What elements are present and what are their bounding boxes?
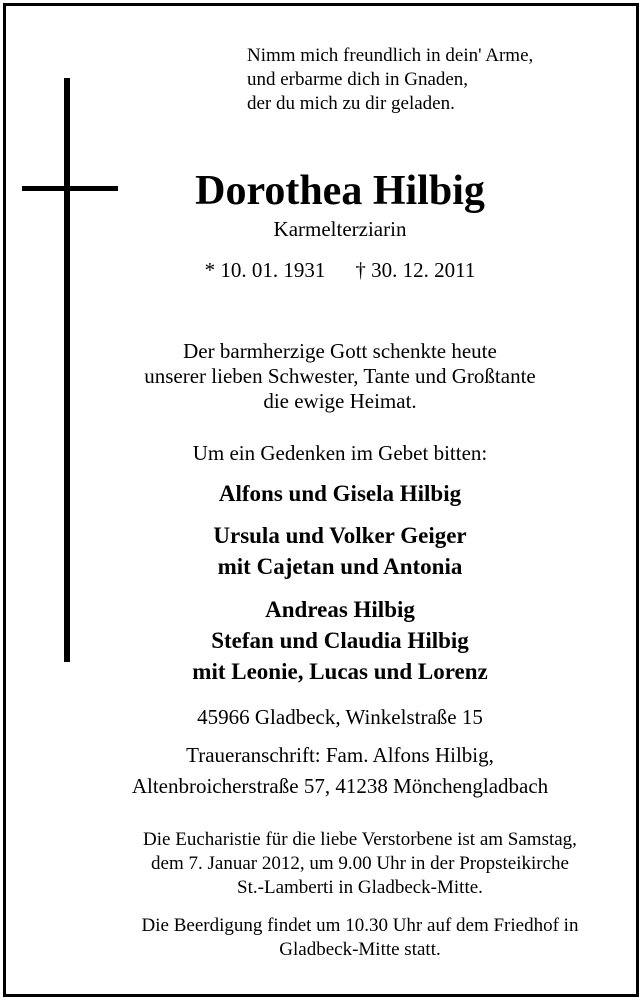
burial-info xyxy=(0,914,642,962)
eucharist-line: Die Eucharistie für die liebe Verstorbene ist am Samstag, xyxy=(143,829,577,850)
burial-line: Die Beerdigung findet um 10.30 Uhr auf dem Friedhof in xyxy=(141,915,579,936)
family-line: Alfons und Gisela Hilbig xyxy=(218,481,462,506)
family-line: Stefan und Claudia Hilbig xyxy=(211,628,469,653)
deceased-name: Dorothea Hilbig xyxy=(195,168,485,214)
verse-line: Nimm mich freundlich in dein' Arme, xyxy=(247,45,534,66)
family-line: Ursula und Volker Geiger xyxy=(213,523,467,548)
burial-line: Gladbeck-Mitte statt. xyxy=(279,939,441,960)
mourning-address xyxy=(0,740,642,802)
message-line: Der barmherzige Gott schenkte heute xyxy=(183,339,497,363)
message-line: unserer lieben Schwester, Tante und Großtante xyxy=(144,364,536,388)
residence-address: 45966 Gladbeck, Winkelstraße 15 xyxy=(197,705,483,729)
eucharist-line: dem 7. Januar 2012, um 9.00 Uhr in der Propsteikirche xyxy=(151,853,569,874)
announcement-message xyxy=(0,339,642,414)
eucharist-line: St.-Lamberti in Gladbeck-Mitte. xyxy=(237,877,483,898)
death-date: † 30. 12. 2011 xyxy=(355,258,476,282)
family-line: mit Leonie, Lucas und Lorenz xyxy=(192,659,488,684)
verse xyxy=(247,44,533,116)
verse-line: und erbarme dich in Gnaden, xyxy=(247,69,469,90)
mourning-address-line: Altenbroicherstraße 57, 41238 Mönchengladbach xyxy=(131,774,549,798)
life-dates xyxy=(0,257,642,283)
prayer-request: Um ein Gedenken im Gebet bitten: xyxy=(192,441,488,465)
eucharist-info xyxy=(0,828,642,900)
mourning-address-line: Traueranschrift: Fam. Alfons Hilbig, xyxy=(186,743,494,767)
family-line: Andreas Hilbig xyxy=(265,597,415,622)
family-group xyxy=(0,594,642,687)
family-group xyxy=(0,478,642,509)
family-group xyxy=(0,520,642,582)
verse-line: der du mich zu dir geladen. xyxy=(247,93,455,114)
birth-date: * 10. 01. 1931 xyxy=(204,258,326,282)
family-line: mit Cajetan und Antonia xyxy=(217,554,463,579)
message-line: die ewige Heimat. xyxy=(263,389,417,413)
deceased-title: Karmelterziarin xyxy=(273,217,407,241)
